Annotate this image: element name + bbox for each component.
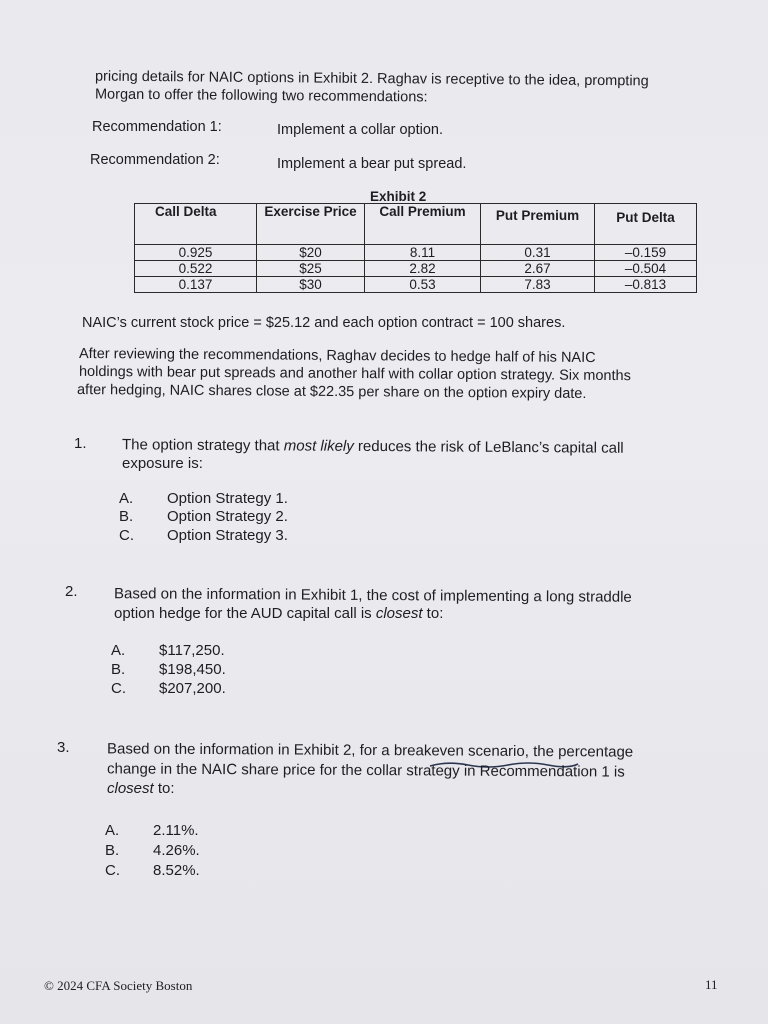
cell-exercise-price: $30 bbox=[257, 277, 365, 293]
q1-text-emphasis: most likely bbox=[283, 437, 354, 455]
hedge-paragraph-line-1: After reviewing the recommendations, Raghav decides to hedge half of his NAIC bbox=[78, 345, 596, 367]
cell-put-delta: –0.159 bbox=[595, 245, 697, 261]
table-row bbox=[135, 245, 697, 261]
cell-put-delta: –0.504 bbox=[595, 261, 697, 277]
option-text: Option Strategy 3. bbox=[167, 527, 288, 544]
option-letter: B. bbox=[105, 842, 120, 859]
option-text: 2.11%. bbox=[153, 822, 199, 839]
table-header-row bbox=[135, 204, 697, 245]
footer-copyright: © 2024 CFA Society Boston bbox=[44, 978, 193, 993]
table-row bbox=[135, 277, 697, 293]
page-number: 11 bbox=[705, 977, 718, 992]
question-2-option-b[interactable] bbox=[111, 661, 226, 679]
cell-call-premium: 0.53 bbox=[365, 277, 481, 293]
exhibit-title: Exhibit 2 bbox=[370, 189, 427, 204]
header-put-delta: Put Delta bbox=[595, 204, 697, 245]
option-letter: C. bbox=[111, 680, 126, 697]
q2-text-a: option hedge for the AUD capital call is bbox=[114, 605, 376, 622]
hedge-paragraph-line-2: holdings with bear put spreads and another half with collar option strategy. Six months bbox=[78, 363, 631, 385]
question-2-text-line-2 bbox=[114, 605, 443, 623]
hedge-paragraph-line-3: after hedging, NAIC shares close at $22.35 per share on the option expiry date. bbox=[76, 381, 587, 403]
option-text: $117,250. bbox=[159, 642, 225, 659]
question-1-option-c[interactable] bbox=[119, 527, 288, 545]
q3-text-a: Based on the information in Exhibit 2, for a bbox=[106, 740, 394, 760]
cell-call-premium: 2.82 bbox=[365, 261, 481, 277]
option-text: $198,450. bbox=[159, 661, 226, 678]
question-1-option-b[interactable] bbox=[119, 508, 288, 526]
question-1-number: 1. bbox=[74, 435, 87, 452]
option-letter: B. bbox=[111, 661, 126, 678]
question-1-text-line-2: exposure is: bbox=[122, 455, 203, 472]
option-text: Option Strategy 1. bbox=[167, 490, 288, 507]
q2-text-b: to: bbox=[422, 605, 444, 622]
q1-text-a: The option strategy that bbox=[121, 436, 284, 455]
option-letter: B. bbox=[119, 508, 134, 525]
option-letter: C. bbox=[119, 527, 134, 544]
option-letter: C. bbox=[105, 862, 120, 879]
question-2-number: 2. bbox=[65, 583, 78, 600]
question-3-number: 3. bbox=[57, 739, 70, 756]
q1-text-b: reduces the risk of LeBlanc’s capital call bbox=[353, 437, 624, 457]
cell-put-premium: 0.31 bbox=[481, 245, 595, 261]
cell-call-delta: 0.522 bbox=[135, 261, 257, 277]
option-letter: A. bbox=[119, 490, 134, 507]
cell-put-delta: –0.813 bbox=[595, 277, 697, 293]
recommendation-1-label: Recommendation 1: bbox=[92, 119, 222, 135]
cell-call-delta: 0.925 bbox=[135, 245, 257, 261]
stock-price-note: NAIC’s current stock price = $25.12 and each option contract = 100 shares. bbox=[82, 315, 566, 331]
q3-text-emphasis: closest bbox=[107, 780, 154, 797]
question-2-text-line-1: Based on the information in Exhibit 1, the cost of implementing a long straddle bbox=[113, 585, 632, 606]
cell-put-premium: 2.67 bbox=[481, 261, 595, 277]
recommendation-1-text: Implement a collar option. bbox=[277, 122, 444, 138]
table-row bbox=[135, 261, 697, 277]
exhibit-2-table bbox=[134, 203, 697, 293]
option-text: $207,200. bbox=[159, 680, 226, 697]
question-3-option-a[interactable] bbox=[105, 822, 199, 840]
question-3-text-line-1 bbox=[107, 740, 633, 761]
cell-put-premium: 7.83 bbox=[481, 277, 595, 293]
header-call-premium: Call Premium bbox=[365, 204, 481, 245]
header-exercise-price: Exercise Price bbox=[257, 204, 365, 245]
q3-breakeven-underlined: breakeven scenario bbox=[393, 742, 525, 760]
cell-call-delta: 0.137 bbox=[135, 277, 257, 293]
question-2-option-a[interactable] bbox=[111, 642, 225, 660]
question-3-option-b[interactable] bbox=[105, 842, 200, 860]
option-letter: A. bbox=[105, 822, 120, 839]
cell-call-premium: 8.11 bbox=[365, 245, 481, 261]
intro-line-1: pricing details for NAIC options in Exhibit 2. Raghav is receptive to the idea, prompting bbox=[94, 68, 649, 90]
question-2-option-c[interactable] bbox=[111, 680, 226, 698]
question-3-text-line-2: change in the NAIC share price for the collar strategy in Recommendation 1 is bbox=[106, 760, 625, 781]
header-call-delta: Call Delta bbox=[135, 204, 257, 245]
option-text: 4.26%. bbox=[153, 842, 200, 859]
recommendation-2-text: Implement a bear put spread. bbox=[277, 156, 467, 172]
option-text: Option Strategy 2. bbox=[167, 508, 288, 525]
option-letter: A. bbox=[111, 642, 126, 659]
option-text: 8.52%. bbox=[153, 862, 200, 879]
cell-exercise-price: $20 bbox=[257, 245, 365, 261]
question-1-option-a[interactable] bbox=[119, 490, 288, 508]
intro-line-2: Morgan to offer the following two recommendations: bbox=[94, 86, 428, 106]
question-3-text-line-3 bbox=[107, 780, 175, 798]
q3-text-b: , the percentage bbox=[524, 742, 634, 761]
question-3-option-c[interactable] bbox=[105, 862, 200, 880]
q2-text-emphasis: closest bbox=[375, 605, 423, 622]
cell-exercise-price: $25 bbox=[257, 261, 365, 277]
header-put-premium: Put Premium bbox=[481, 204, 595, 245]
q3-text-c: to: bbox=[153, 780, 175, 797]
recommendation-2-label: Recommendation 2: bbox=[90, 152, 220, 168]
